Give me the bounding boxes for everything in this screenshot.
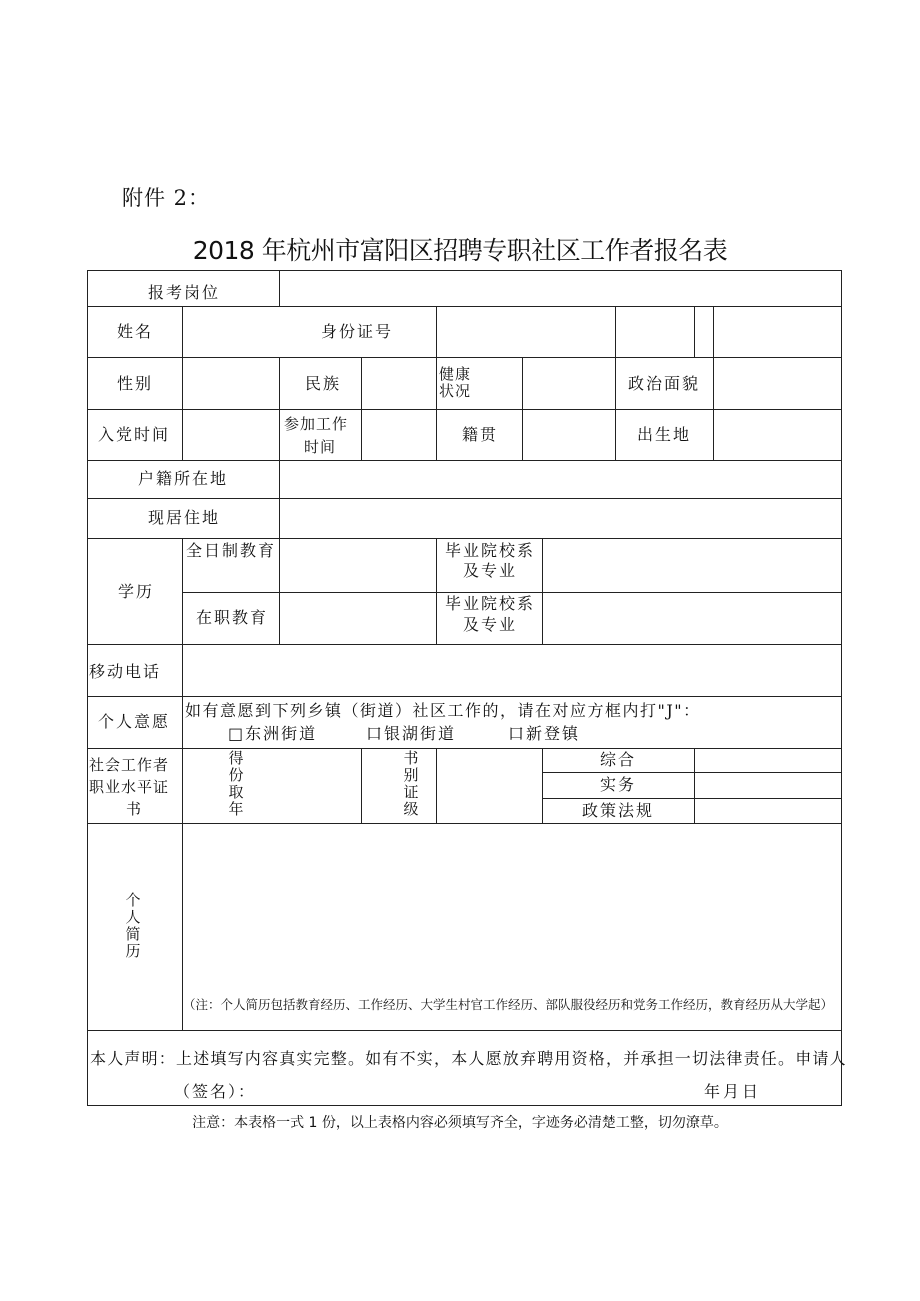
option-yinhu-checkbox[interactable]: 口银湖街道 [366, 724, 457, 743]
health-label-line1: 健康 [439, 365, 472, 383]
subject-policy-label: 政策法规 [582, 801, 655, 820]
cert-label-line1: 社会工作者 [89, 756, 170, 774]
name-label: 姓名 [117, 322, 154, 341]
footer-note: 注意：本表格一式 1 份，以上表格内容必须填写齐全，字迹务必清楚工整，切勿潦草。 [192, 1115, 728, 1131]
work-start-label-line2: 时间 [304, 438, 337, 456]
obtain-year-label: 得份取年 [228, 749, 244, 818]
cert-label-line3: 书 [126, 800, 143, 818]
attachment-label: 附件 2： [122, 186, 211, 210]
household-location-label: 户籍所在地 [138, 469, 229, 488]
option-dongzhou-checkbox[interactable]: □东洲街道 [228, 724, 318, 743]
graduated-school-label-2-line1: 毕业院校系 [445, 594, 536, 613]
political-status-label: 政治面貌 [628, 374, 701, 393]
personal-preference-label: 个人意愿 [98, 712, 171, 731]
subject-comprehensive-label: 综合 [600, 750, 637, 769]
subject-practice-label: 实务 [600, 775, 637, 794]
party-join-time-label: 入党时间 [98, 425, 171, 444]
date-label: 年月日 [704, 1082, 762, 1101]
resume-label: 个人简历 [125, 891, 141, 960]
signature-label: （签名）： [174, 1082, 257, 1101]
graduated-school-label-2-line2: 及专业 [463, 615, 518, 634]
declaration-text: 本人声明：上述填写内容真实完整。如有不实，本人愿放弃聘用资格，并承担一切法律责任。申请人 [90, 1049, 847, 1068]
gender-label: 性别 [117, 374, 154, 393]
form-title: 2018 年杭州市富阳区招聘专职社区工作者报名表 [192, 236, 728, 265]
option-xindeng-checkbox[interactable]: 口新登镇 [508, 724, 581, 743]
native-place-label: 籍贯 [462, 425, 499, 444]
mobile-phone-label: 移动电话 [89, 662, 162, 681]
ethnicity-label: 民族 [305, 374, 342, 393]
preference-prompt: 如有意愿到下列乡镇（街道）社区工作的，请在对应方框内打"J"： [185, 701, 701, 720]
id-number-label: 身份证号 [321, 322, 394, 341]
resume-note: （注：个人简历包括教育经历、工作经历、大学生村官工作经历、部队服役经历和党务工作经历，教育经历从大学起） [183, 997, 834, 1012]
graduated-school-label-1-line2: 及专业 [463, 561, 518, 580]
inservice-education-label: 在职教育 [196, 608, 269, 627]
cert-level-label: 书别证级 [403, 749, 419, 818]
work-start-label-line1: 参加工作 [284, 415, 349, 433]
graduated-school-label-1-line1: 毕业院校系 [445, 541, 536, 560]
position-label: 报考岗位 [148, 283, 221, 302]
fulltime-education-label: 全日制教育 [186, 541, 277, 560]
education-label: 学历 [118, 582, 155, 601]
cert-label-line2: 职业水平证 [89, 778, 170, 796]
health-label-line2: 状况 [439, 382, 472, 400]
current-residence-label: 现居住地 [148, 508, 221, 527]
birthplace-label: 出生地 [637, 425, 692, 444]
